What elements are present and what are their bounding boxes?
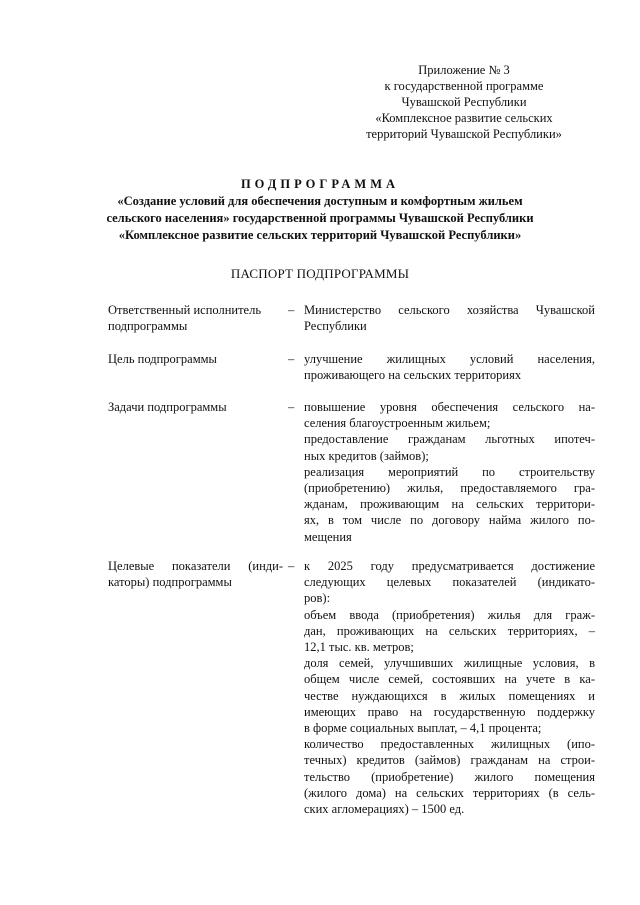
passport-title: ПАСПОРТ ПОДПРОГРАММЫ (230, 266, 410, 281)
value-line: к 2025 году предусматривается достижение (304, 559, 595, 573)
row-value (304, 351, 595, 383)
appendix-note (334, 62, 594, 142)
row-value (304, 302, 595, 334)
label-line: каторы) подпрограммы (108, 575, 232, 590)
value-line: ях, в том числе по договору найма жилого по- (304, 513, 595, 528)
value-line: тельство (приобретение) жилого помещения (304, 769, 595, 784)
row-value (304, 558, 595, 817)
label-line: Цель подпрограммы (108, 352, 217, 366)
value-line: реализация мероприятий по строительству (304, 464, 595, 479)
appendix-line: «Комплексное развитие сельских (375, 111, 553, 125)
value-line: общем числе семей, состоявших на учете в ка- (304, 672, 595, 687)
appendix-line: территорий Чувашской Республики» (366, 127, 562, 141)
row-label (108, 351, 283, 367)
label-line: Задачи подпрограммы (108, 400, 227, 414)
value-line: имеющих право на государственную поддержку (304, 704, 595, 719)
value-line: мещения (304, 529, 352, 544)
dash: – (288, 352, 295, 366)
row-value (304, 399, 595, 545)
value-line: дан, проживающих на сельских территориях, – (304, 623, 595, 638)
row-label (108, 558, 283, 590)
dash: – (288, 559, 295, 573)
value-line: ских агломерациях) – 1500 ед. (304, 802, 465, 817)
value-line: Министерство сельского хозяйства Чувашской (304, 303, 595, 317)
heading-subtitle-line: «Создание условий для обеспечения доступным и комфортным жильем (117, 194, 523, 208)
row-label (108, 399, 283, 415)
label-line: подпрограммы (108, 319, 188, 334)
value-line: жданам, проживающим на сельских территори- (304, 497, 595, 512)
heading-title: ПОДПРОГРАММА (240, 177, 400, 191)
label-line: Целевые показатели (инди- (108, 559, 283, 573)
dash: – (288, 303, 295, 317)
value-line: ных кредитов (займов); (304, 448, 429, 463)
label-line: Ответственный исполнитель (108, 303, 262, 317)
heading-subtitle-line: сельского населения» государственной программы Чувашской Республики (106, 211, 534, 225)
value-line: объем ввода (приобретения) жилья для граж- (304, 607, 595, 622)
value-line: повышение уровня обеспечения сельского на- (304, 400, 595, 414)
value-line: в форме социальных выплат, – 4,1 процента; (304, 721, 542, 736)
row-label (108, 302, 283, 334)
value-line: улучшение жилищных условий населения, (304, 352, 595, 366)
appendix-line: к государственной программе (384, 79, 544, 93)
appendix-line: Чувашской Республики (401, 95, 527, 109)
value-line: Республики (304, 319, 367, 334)
value-line: селения благоустроенным жильем; (304, 416, 491, 431)
value-line: (жилого дома) на сельских территориях (в сель- (304, 785, 595, 800)
value-line: проживающего на сельских территориях (304, 368, 522, 383)
dash: – (288, 400, 295, 414)
value-line: предоставление гражданам льготных ипотеч- (304, 432, 595, 447)
value-line: (приобретению) жилья, предоставляемого гра- (304, 481, 595, 496)
heading-subtitle-line: «Комплексное развитие сельских территорий Чувашской Республики» (118, 228, 522, 242)
value-line: следующих целевых показателей (индикато- (304, 575, 595, 590)
document-heading (0, 176, 640, 244)
value-line: честве нуждающихся в жилых помещениях и (304, 688, 595, 703)
value-line: течных) кредитов (займов) гражданам на строи- (304, 753, 595, 768)
value-line: доля семей, улучшивших жилищные условия, в (304, 656, 595, 671)
appendix-line: Приложение № 3 (418, 63, 510, 77)
value-line: количество предоставленных жилищных (ипо- (304, 737, 595, 752)
value-line: 12,1 тыс. кв. метров; (304, 640, 414, 655)
value-line: ров): (304, 591, 331, 606)
